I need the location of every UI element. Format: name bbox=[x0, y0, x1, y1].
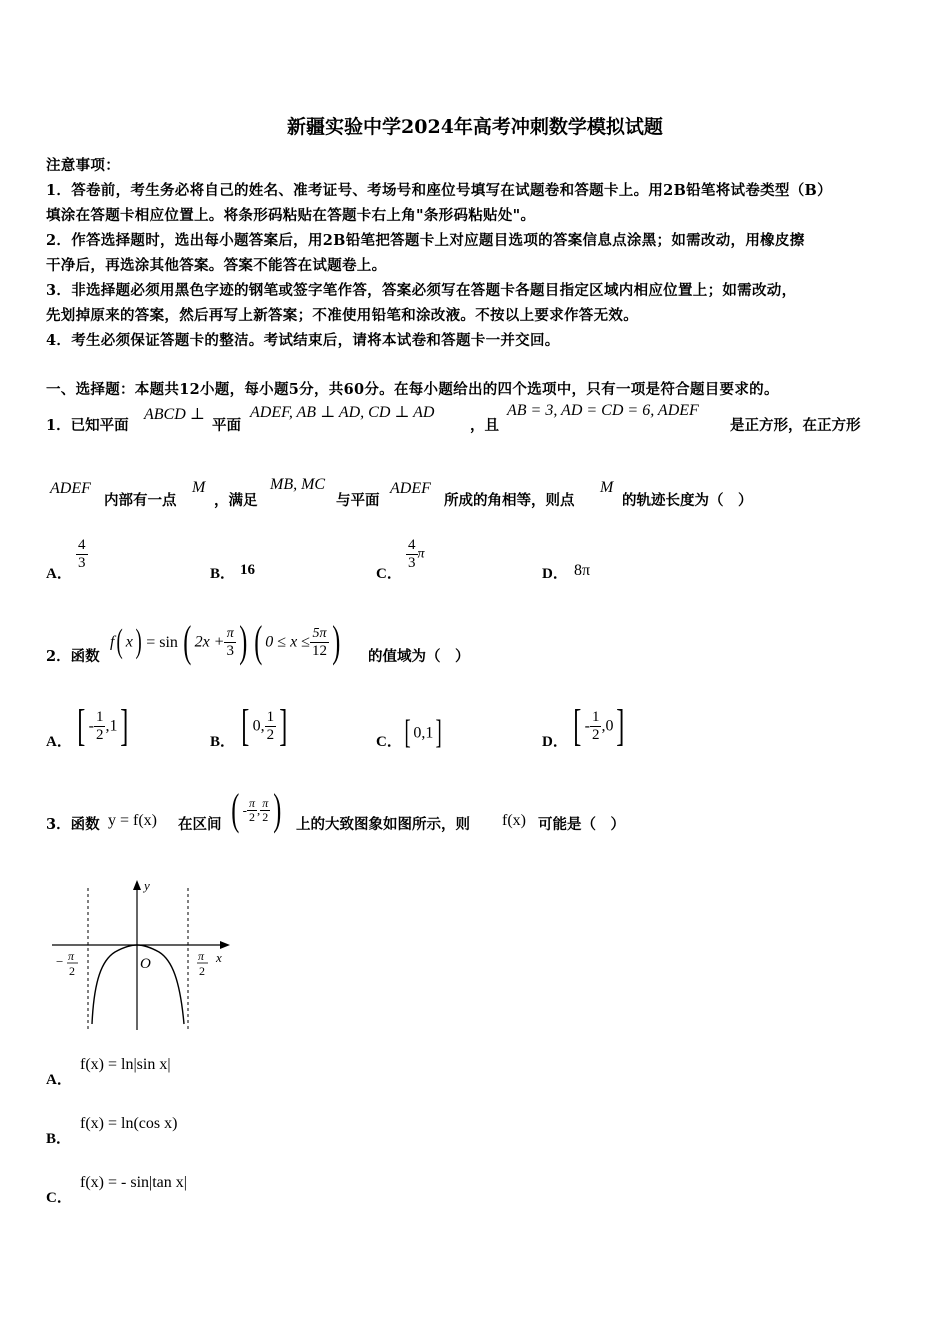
q2-option-a-num: 1 bbox=[95, 708, 104, 725]
q2-option-b-den: 2 bbox=[266, 726, 275, 743]
left-tick-minus: − bbox=[56, 954, 64, 969]
q1-option-d-value: 8π bbox=[574, 562, 591, 579]
q3-two-left: 2 bbox=[249, 809, 255, 824]
q1-text: 是正方形，在正方形 bbox=[730, 417, 861, 434]
q1-option-b-value: 16 bbox=[240, 562, 255, 578]
q1-math: ADEF bbox=[50, 480, 91, 497]
notice-line: 填涂在答题卡相应位置上。将条形码粘贴在答题卡右上角"条形码粘贴处"。 bbox=[46, 207, 536, 224]
q1-text: ，且 bbox=[470, 417, 499, 434]
q3-interval: ( - $\frac{\pi}{2}$ , $\frac{\pi}{2}$ ) bbox=[231, 785, 282, 834]
q1-text: ，满足 bbox=[214, 492, 258, 509]
x-label: x bbox=[216, 950, 222, 965]
right-tick-pi: π bbox=[198, 949, 205, 963]
q2-option-a-minus: - bbox=[88, 717, 94, 735]
q3-pi-right: π bbox=[262, 795, 269, 810]
q3-option-a-expr: f(x) = ln|sin x| bbox=[80, 1056, 171, 1073]
notice-line: 干净后，再选涂其他答案。答案不能答在试题卷上。 bbox=[46, 257, 387, 274]
q1-text: 的轨迹长度为（ ） bbox=[622, 492, 753, 509]
q1-option-c-num: 4 bbox=[408, 537, 416, 553]
q2-option-b-first: 0, bbox=[252, 717, 265, 735]
q2-pi: π bbox=[224, 625, 236, 643]
q2-text: 2．函数 bbox=[46, 648, 100, 665]
q1-option-a-num: 4 bbox=[78, 537, 86, 553]
q2-f: f bbox=[110, 633, 115, 651]
notice-heading: 注意事项： bbox=[46, 157, 120, 174]
q2-option-d-num: 1 bbox=[591, 708, 600, 725]
q2-text: 的值域为（ ） bbox=[368, 648, 470, 665]
left-tick-pi: π bbox=[68, 949, 75, 963]
q2-five-pi: 5π bbox=[310, 625, 329, 643]
q3-option-c-expr: f(x) = - sin|tan x| bbox=[80, 1174, 187, 1191]
q1-text: 平面 bbox=[212, 417, 241, 434]
q2-option-a-den: 2 bbox=[95, 726, 104, 743]
origin-label: O bbox=[140, 956, 151, 972]
page-title: 新疆实验中学2024年高考冲刺数学模拟试题 bbox=[287, 116, 663, 138]
q2-twelve: 12 bbox=[311, 642, 327, 659]
q2-option-b-num: 1 bbox=[266, 708, 275, 725]
q3-option-b-label[interactable]: B． bbox=[46, 1131, 72, 1147]
q1-math: M bbox=[192, 479, 206, 496]
q1-math: ADEF, AB ⊥ AD, CD ⊥ AD bbox=[250, 404, 435, 421]
q2-option-b-label[interactable]: B． bbox=[210, 734, 236, 750]
q1-text: 所成的角相等，则点 bbox=[444, 492, 575, 509]
q3-minus: - bbox=[242, 802, 247, 818]
q3-math: y = f(x) bbox=[108, 812, 158, 829]
notice-line: 4．考生必须保证答题卡的整洁。考试结束后，请将本试卷和答题卡一并交回。 bbox=[46, 332, 560, 349]
y-label: y bbox=[144, 878, 150, 893]
q2-x: x bbox=[125, 633, 133, 651]
q2-three: 3 bbox=[226, 642, 234, 659]
q1-option-c-label[interactable]: C． bbox=[376, 566, 402, 582]
q2-eq: = sin bbox=[146, 633, 178, 651]
q3-math: f(x) bbox=[502, 812, 526, 829]
q3-text: 上的大致图象如图所示，则 bbox=[296, 816, 470, 833]
q2-arg: 2x + bbox=[194, 633, 225, 651]
notice-line: 1．答卷前，考生务必将自己的姓名、准考证号、考场号和座位号填写在试题卷和答题卡上。用2B铅笔将试卷类型（B） bbox=[46, 182, 832, 199]
q2-option-d-label[interactable]: D． bbox=[542, 734, 568, 750]
q1-option-b-label[interactable]: B． bbox=[210, 566, 236, 582]
q2-option-d-rest: ,0 bbox=[601, 717, 614, 735]
left-tick-two: 2 bbox=[69, 964, 75, 978]
q1-option-a-value bbox=[76, 537, 88, 572]
q3-text: 3．函数 bbox=[46, 816, 100, 833]
q3-option-a-label[interactable]: A． bbox=[46, 1072, 72, 1088]
q1-option-c-den: 3 bbox=[408, 555, 416, 571]
q2-expression: f( x) = sin ( 2x + $\frac{\pi}{3}$ ) ( 0 ≤ x ≤ $\frac{5\pi}{12}$ ) bbox=[110, 617, 341, 666]
q3-graph bbox=[40, 870, 240, 1040]
q3-two-right: 2 bbox=[262, 809, 269, 824]
notice-line: 3．非选择题必须用黑色字迹的钢笔或签字笔作答，答案必须写在答题卡各题目指定区域内相应位置上；如需改动， bbox=[46, 282, 797, 299]
q1-math: M bbox=[600, 479, 614, 496]
q2-range-left: 0 ≤ x ≤ bbox=[265, 633, 310, 651]
q2-option-a-rest: ,1 bbox=[105, 717, 118, 735]
q2-option-a-label[interactable]: A． bbox=[46, 734, 72, 750]
q2-option-d-minus: - bbox=[584, 717, 590, 735]
q3-option-c-label[interactable]: C． bbox=[46, 1190, 72, 1206]
q1-option-c-value bbox=[406, 537, 425, 572]
q1-option-d-label[interactable]: D． bbox=[542, 566, 568, 582]
q3-option-b-expr: f(x) = ln(cos x) bbox=[80, 1115, 178, 1132]
q2-option-a-value: [ - $\frac{1}{2}$ ,1] bbox=[77, 701, 129, 750]
q1-text: 1．已知平面 bbox=[46, 417, 129, 434]
x-axis-arrow bbox=[220, 941, 230, 949]
right-tick-two: 2 bbox=[199, 964, 205, 978]
q1-math: ADEF bbox=[390, 480, 431, 497]
q2-option-c-label[interactable]: C． bbox=[376, 734, 402, 750]
q1-option-a-den: 3 bbox=[78, 555, 86, 571]
q2-option-d-den: 2 bbox=[591, 726, 600, 743]
q2-option-d-value: [ - $\frac{1}{2}$ ,0] bbox=[573, 701, 625, 750]
q3-text: 可能是（ ） bbox=[538, 816, 625, 833]
q3-pi-left: π bbox=[249, 795, 256, 810]
q2-option-b-value: [ 0, $\frac{1}{2}$ ] bbox=[241, 701, 288, 750]
q2-option-c-text: 0,1 bbox=[413, 724, 434, 742]
q1-option-c-pi: π bbox=[417, 546, 425, 562]
notice-line: 2．作答选择题时，选出每小题答案后，用2B铅笔把答题卡上对应题目选项的答案信息点涂黑；如需改动，用橡皮擦 bbox=[46, 232, 805, 249]
function-curve bbox=[92, 945, 184, 1024]
notice-line: 先划掉原来的答案，然后再写上新答案；不准使用铅笔和涂改液。不按以上要求作答无效。 bbox=[46, 307, 638, 324]
q1-math: MB, MC bbox=[270, 476, 326, 493]
q1-text: 内部有一点 bbox=[104, 492, 177, 509]
q1-text: 与平面 bbox=[336, 492, 380, 509]
q1-math: ABCD ⊥ bbox=[144, 406, 205, 423]
q1-option-a-label[interactable]: A． bbox=[46, 566, 72, 582]
q1-math: AB = 3, AD = CD = 6, ADEF bbox=[507, 402, 699, 419]
q3-text: 在区间 bbox=[178, 816, 222, 833]
section-heading: 一、选择题：本题共12小题，每小题5分，共60分。在每小题给出的四个选项中，只有一项是符合题目要求的。 bbox=[46, 381, 779, 398]
q2-option-c-value: [ 0,1] bbox=[404, 714, 443, 751]
y-axis-arrow bbox=[133, 880, 141, 890]
